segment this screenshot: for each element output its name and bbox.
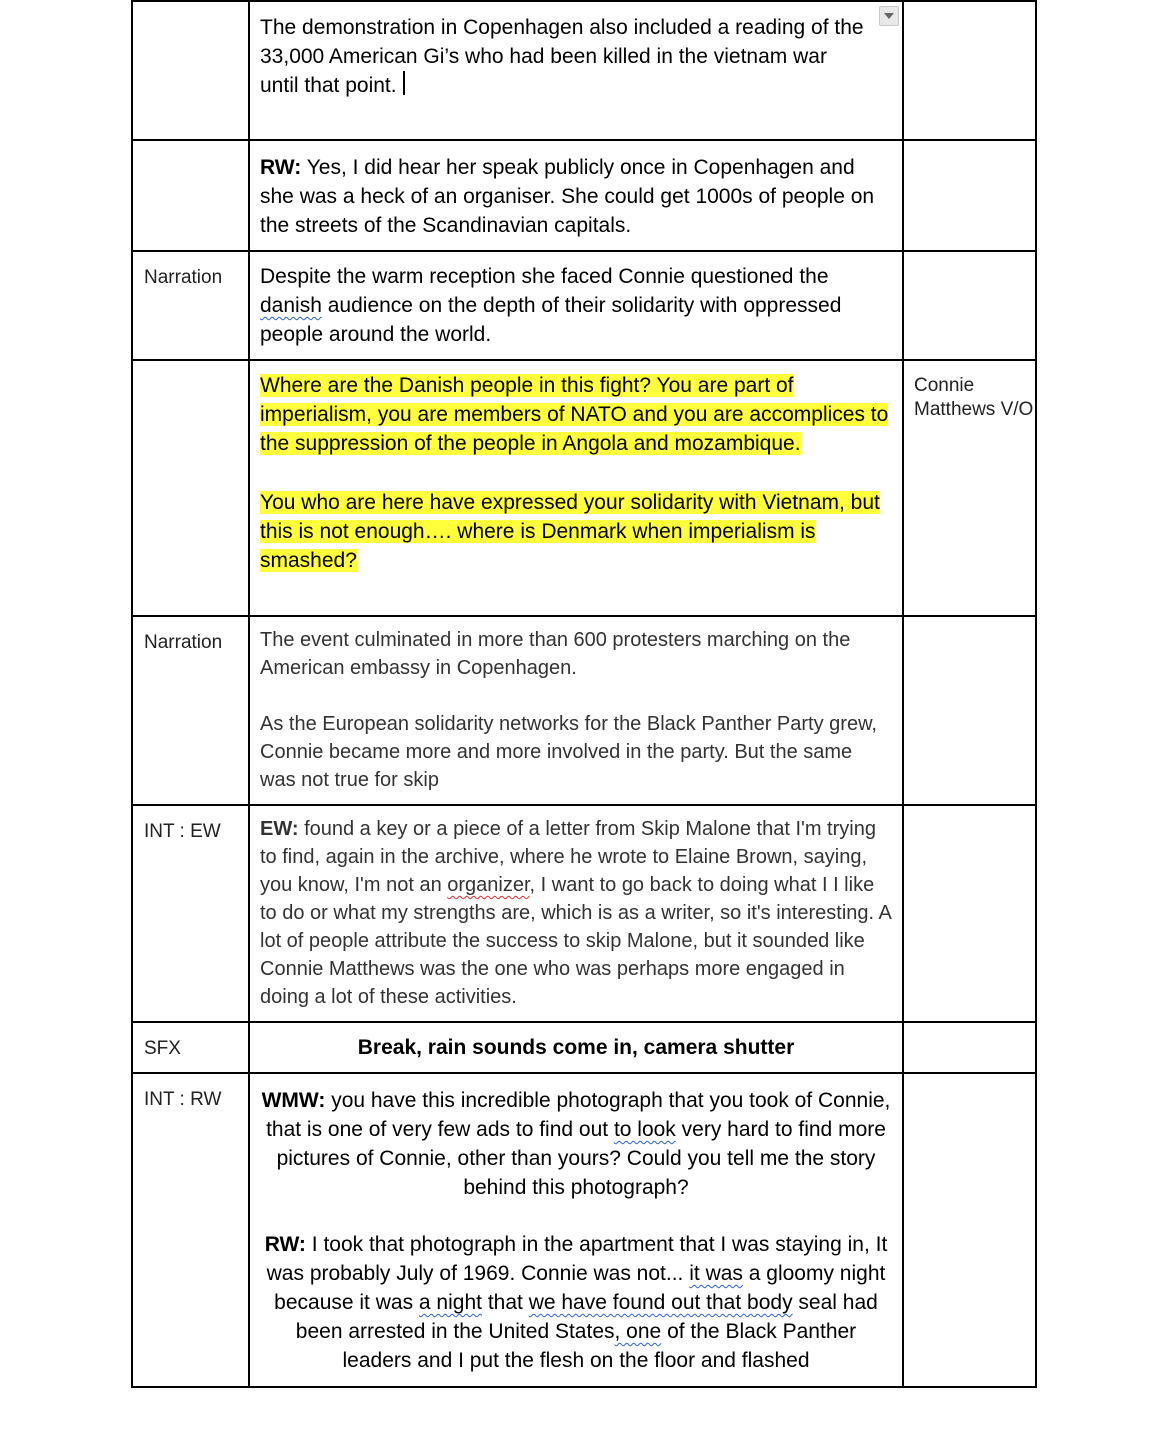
row1-label [133, 2, 248, 15]
row8-p2i: of the Black Panther leaders and I put the flesh on the floor and flashed [342, 1320, 857, 1372]
row1-text-cell[interactable] [249, 1, 903, 140]
row3-text-before: Despite the warm reception she faced Connie questioned the [260, 265, 829, 288]
row5-text-cell[interactable] [249, 616, 903, 805]
row6-speaker: EW: [260, 818, 299, 840]
row4-highlight-para1: Where are the Danish people in this fight? You are part of imperialism, you are members of NATO and you are accomplices to the suppression of the people in Angola and mozambique. [260, 374, 889, 455]
row8-label: INT : RW [144, 1089, 222, 1110]
row8-p2g: seal had been arrested in the United States [295, 1291, 878, 1343]
row7-label: SFX [144, 1038, 181, 1059]
row7-text-cell[interactable] [249, 1022, 903, 1073]
row5-para2: As the European solidarity networks for the Black Panther Party grew, Connie became more and more involved in the party. But the same was not true for skip [260, 713, 877, 791]
script-row-6 [132, 805, 1036, 1022]
row2-right-cell [903, 140, 1036, 251]
row8-text-cell[interactable] [249, 1073, 903, 1387]
script-row-1 [132, 1, 1036, 140]
row8-p2a: I took that photograph in the apartment that I was staying in, It was probably July of 1969. Connie was not... [266, 1233, 888, 1285]
script-row-7 [132, 1022, 1036, 1073]
row8-grammar-flag-4[interactable]: we have found out that body [528, 1291, 793, 1314]
script-row-4 [132, 360, 1036, 616]
row8-label-cell [132, 1073, 249, 1387]
row6-text-cell[interactable] [249, 805, 903, 1022]
row2-speaker: RW: [260, 156, 302, 179]
row4-text-cell[interactable] [249, 360, 903, 616]
row8-p1c: very hard to find more pictures of Connie, other than yours? Could you tell me the story behind this photograph? [276, 1118, 886, 1199]
row6-label: INT : EW [144, 821, 221, 842]
row6-label-cell [132, 805, 249, 1022]
row2-label [133, 141, 248, 154]
row5-para1: The event culminated in more than 600 protesters marching on the American embassy in Copenhagen. [260, 629, 851, 679]
row2-text: Yes, I did hear her speak publicly once in Copenhagen and she was a heck of an organiser. She could get 1000s of people on the streets of the Scandinavian capitals. [260, 156, 875, 237]
row8-p1a: you have this incredible photograph that you took of Connie, that is one of very few ads to find out [266, 1089, 891, 1141]
row8-grammar-flag-1[interactable]: to look [613, 1118, 676, 1141]
dropdown-arrow-icon[interactable] [879, 6, 899, 26]
row6-spell-flag[interactable]: organizer [447, 874, 530, 896]
row1-right-cell [903, 1, 1036, 140]
script-row-8 [132, 1073, 1036, 1387]
row8-speaker2: RW: [264, 1233, 306, 1256]
row5-label-cell [132, 616, 249, 805]
row6-right-cell [903, 805, 1036, 1022]
row2-text-cell[interactable] [249, 140, 903, 251]
row1-label-cell [132, 1, 249, 140]
row4-character-note: Connie Matthews V/O [914, 375, 1034, 420]
row4-label [133, 361, 248, 374]
row2-label-cell [132, 140, 249, 251]
script-row-5 [132, 616, 1036, 805]
row8-p2c: a gloomy night because it was [274, 1262, 886, 1314]
row8-grammar-flag-3[interactable]: a night [418, 1291, 482, 1314]
row4-highlight-para2: You who are here have expressed your solidarity with Vietnam, but this is not enough…. where is Denmark when imperialism is smashed? [260, 491, 880, 572]
text-cursor [403, 71, 405, 95]
row3-label-cell [132, 251, 249, 360]
row5-label: Narration [144, 632, 223, 653]
row8-p2e: that [487, 1291, 523, 1314]
row3-text-cell[interactable] [249, 251, 903, 360]
row7-right-cell [903, 1022, 1036, 1073]
script-row-2 [132, 140, 1036, 251]
script-row-3 [132, 251, 1036, 360]
row3-text-after: audience on the depth of their solidarity with oppressed people around the world. [260, 294, 842, 346]
row1-line2: 33,000 American Gi’s who had been killed in the vietnam war [260, 45, 827, 68]
row8-right-cell [903, 1073, 1036, 1387]
row4-label-cell [132, 360, 249, 616]
row8-grammar-flag-5[interactable]: , one [614, 1320, 662, 1343]
row3-spell-flag[interactable]: danish [260, 294, 322, 317]
row7-label-cell [132, 1022, 249, 1073]
row8-speaker1: WMW: [261, 1089, 326, 1112]
row6-text-after: , I want to go back to doing what I I like to do or what my strengths are, which is as a writer, so it's interesting. A lot of people attribute the success to skip Malone, but it sounded like Connie Matthews was the one who was perhaps more engaged in doing a lot of these activities. [260, 874, 891, 1008]
row5-right-cell [903, 616, 1036, 805]
row6-text-before: found a key or a piece of a letter from Skip Malone that I'm trying to find, again in the archive, where he wrote to Elaine Brown, saying, you know, I'm not an [260, 818, 876, 896]
row4-right-cell [903, 360, 1036, 616]
row8-grammar-flag-2[interactable]: it was [689, 1262, 743, 1285]
row1-line1: The demonstration in Copenhagen also included a reading of the [260, 16, 864, 39]
row7-sfx-text: Break, rain sounds come in, camera shutter [357, 1036, 795, 1059]
script-table [131, 0, 1037, 1388]
row1-line3: until that point. [260, 74, 397, 97]
row3-right-cell [903, 251, 1036, 360]
row3-label: Narration [144, 267, 223, 288]
